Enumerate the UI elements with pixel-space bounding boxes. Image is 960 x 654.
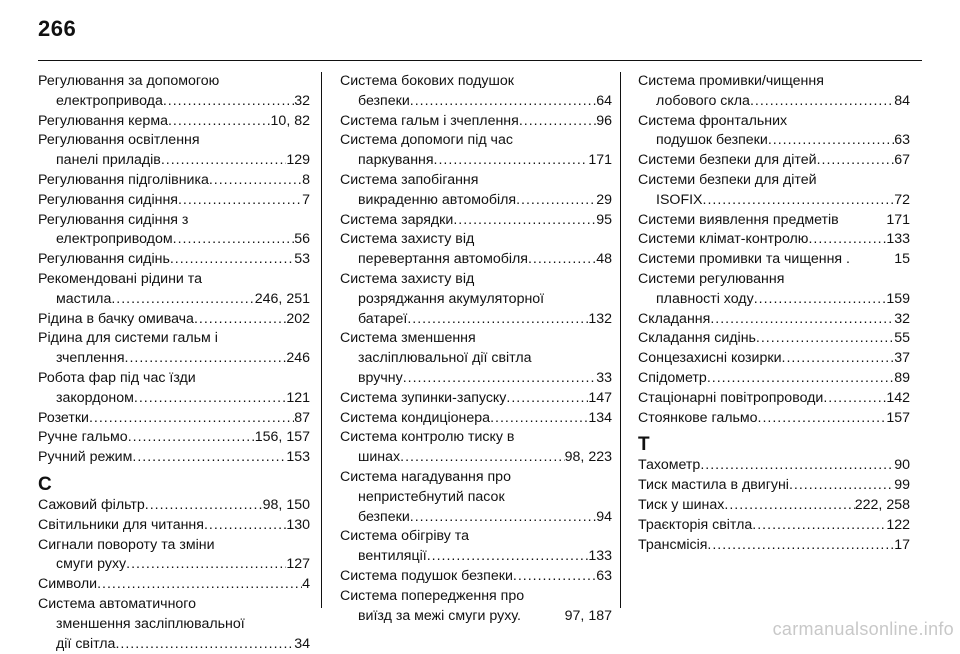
index-page-ref: 29: [596, 191, 612, 208]
index-page-ref: 156, 157: [254, 429, 310, 446]
index-entry: [38, 575, 310, 595]
index-entry: [638, 409, 910, 429]
index-entry-text: безпеки: [358, 508, 410, 525]
index-entry: [38, 369, 310, 409]
index-entry-text: Регулювання сидіння: [38, 191, 178, 208]
index-entry: [638, 369, 910, 389]
index-entry-text: Світильники для читання: [38, 516, 204, 533]
index-entry: [38, 310, 310, 330]
index-page-ref: 157: [886, 409, 910, 426]
index-entry-text: вентиляції: [358, 548, 427, 565]
index-entry-text: Система контролю тиску в: [340, 429, 515, 446]
index-entry: [340, 171, 612, 211]
index-page-ref: 63: [894, 132, 910, 149]
index-entry-text: смуги руху: [56, 556, 127, 573]
index-page-ref: 121: [286, 389, 310, 406]
index-page-ref: 15: [894, 251, 910, 268]
index-entry-text: непристебнутий пасок: [358, 488, 505, 505]
index-page-ref: 90: [894, 457, 910, 474]
index-entry-text: Тиск мастила в двигуні: [638, 477, 789, 494]
dot-leader: [707, 536, 894, 556]
index-entry-text: Системи промивки та чищення .: [638, 251, 850, 268]
index-page-ref: 7: [302, 191, 310, 208]
index-entry: [38, 448, 310, 468]
index-entry: [340, 211, 612, 231]
header-rule: [38, 60, 922, 61]
index-page-ref: 246, 251: [254, 290, 310, 307]
column-divider: [620, 72, 621, 608]
index-entry: [38, 496, 310, 516]
index-letter-heading: Т: [638, 434, 650, 456]
index-entry-text: Регулювання сидінь: [38, 251, 170, 268]
index-entry: [638, 456, 910, 476]
dot-leader: [204, 516, 286, 536]
page-number: 266: [38, 16, 77, 41]
index-entry: [38, 131, 310, 171]
index-column-2: [340, 72, 612, 626]
index-entry-text: подушок безпеки: [656, 132, 768, 149]
index-entry: [638, 496, 910, 516]
index-entry-text: Системи безпеки для дітей: [638, 171, 817, 188]
index-page-ref: 55: [894, 330, 910, 347]
dot-leader: [434, 151, 589, 171]
index-entry: [638, 536, 910, 556]
index-page-ref: 99: [894, 477, 910, 494]
index-page-ref: 34: [294, 635, 310, 652]
index-entry-text: засліплювальної дії світла: [358, 350, 532, 367]
index-entry: [38, 250, 310, 270]
index-entry: [340, 428, 612, 468]
index-entry-text: Регулювання керма: [38, 112, 168, 129]
index-entry: [38, 409, 310, 429]
dot-leader: [808, 230, 886, 250]
index-entry: [340, 389, 612, 409]
index-entry-text: Системи клімат-контролю: [638, 231, 809, 248]
index-page-ref: 132: [588, 310, 612, 327]
index-entry-text: Рекомендовані рідини та: [38, 270, 203, 287]
index-page-ref: 72: [894, 191, 910, 208]
index-page-ref: 130: [286, 516, 310, 533]
dot-leader: [768, 131, 894, 151]
index-page-ref: 84: [894, 92, 910, 109]
index-page-ref: 33: [596, 369, 612, 386]
column-divider: [321, 72, 322, 608]
index-entry-text: Сажовий фільтр: [38, 496, 145, 513]
dot-leader: [410, 508, 596, 528]
index-page-ref: 129: [286, 152, 310, 169]
index-entry: [638, 349, 910, 369]
dot-leader: [115, 635, 294, 654]
index-entry-text: Система зарядки: [340, 211, 454, 228]
index-entry-text: Складання сидінь: [638, 330, 756, 347]
index-page-ref: 87: [294, 409, 310, 426]
index-page-ref: 98, 150: [262, 496, 310, 513]
index-entry-text: Система зупинки-запуску: [340, 389, 507, 406]
index-column-1: [38, 72, 310, 654]
index-entry-text: Рідина в бачку омивача: [38, 310, 194, 327]
dot-leader: [516, 191, 596, 211]
index-entry-text: перевертання автомобіля: [358, 251, 528, 268]
dot-leader: [453, 211, 596, 231]
dot-leader: [125, 349, 287, 369]
dot-leader: [178, 191, 302, 211]
index-entry-text: Система кондиціонера: [340, 409, 491, 426]
index-entry-text: виїзд за межі смуги руху.: [358, 607, 521, 624]
dot-leader: [161, 151, 286, 171]
index-entry: [38, 112, 310, 132]
index-entry-text: Регулювання освітлення: [38, 132, 200, 149]
index-entry-text: Стаціонарні повітропроводи: [638, 389, 824, 406]
index-entry-text: Система подушок безпеки: [340, 567, 513, 584]
index-page-ref: 63: [596, 567, 612, 584]
dot-leader: [700, 456, 894, 476]
index-entry: [638, 230, 910, 250]
index-page-ref: 98, 223: [564, 449, 612, 466]
dot-leader: [145, 496, 263, 516]
dot-leader: [134, 389, 286, 409]
index-page-ref: 67: [894, 152, 910, 169]
index-entry: [638, 250, 910, 270]
index-entry-text: Система фронтальних: [638, 112, 788, 129]
index-page-ref: 95: [596, 211, 612, 228]
index-entry: [638, 516, 910, 536]
dot-leader: [97, 575, 302, 595]
index-entry-text: Система обігріву та: [340, 528, 469, 545]
index-page-ref: 147: [588, 389, 612, 406]
index-entry-text: розряджання акумуляторної: [358, 290, 545, 307]
index-entry-text: панелі приладів: [56, 152, 161, 169]
index-entry-text: Регулювання підголівника: [38, 171, 209, 188]
index-entry: [340, 527, 612, 567]
dot-leader: [752, 516, 886, 536]
index-entry: [638, 389, 910, 409]
index-page-ref: 37: [894, 350, 910, 367]
index-entry-text: зчеплення: [56, 350, 125, 367]
index-entry: [340, 587, 612, 627]
index-page-ref: 171: [588, 152, 612, 169]
index-entry-text: електроприводом: [56, 231, 173, 248]
dot-leader: [754, 290, 887, 310]
dot-leader: [756, 329, 894, 349]
index-entry-text: викраденню автомобіля: [358, 191, 517, 208]
index-entry-text: лобового скла: [656, 92, 750, 109]
index-page-ref: 159: [886, 290, 910, 307]
dot-leader: [400, 448, 565, 468]
index-entry-text: Сигнали повороту та зміни: [38, 536, 215, 553]
index-page-ref: 127: [286, 556, 310, 573]
index-entry-text: Системи виявлення предметів: [638, 211, 839, 228]
index-entry-text: Система захисту від: [340, 231, 475, 248]
index-entry: [38, 72, 310, 112]
index-page-ref: 202: [286, 310, 310, 327]
watermark: carmanualsonline.info: [772, 619, 954, 639]
index-entry: [38, 270, 310, 310]
index-entry: [38, 595, 310, 654]
dot-leader: [410, 92, 596, 112]
index-entry: [340, 72, 612, 112]
dot-leader: [407, 310, 588, 330]
dot-leader: [750, 92, 894, 112]
index-page-ref: 246: [286, 350, 310, 367]
index-page-ref: 48: [596, 251, 612, 268]
index-page-ref: 32: [294, 92, 310, 109]
dot-leader: [506, 389, 588, 409]
index-entry-text: Тахометр: [638, 457, 701, 474]
index-entry-text: паркування: [358, 152, 434, 169]
index-entry-text: Системи безпеки для дітей: [638, 152, 817, 169]
dot-leader: [126, 555, 286, 575]
dot-leader: [513, 567, 596, 587]
index-page-ref: 4: [302, 576, 310, 593]
index-page-ref: 32: [894, 310, 910, 327]
index-entry-text: безпеки: [358, 92, 410, 109]
index-entry: [340, 270, 612, 329]
dot-leader: [707, 369, 894, 389]
index-entry-text: батареї: [358, 310, 408, 327]
index-entry-text: Стоянкове гальмо: [638, 409, 758, 426]
index-page-ref: 133: [588, 548, 612, 565]
dot-leader: [710, 310, 894, 330]
index-entry-text: Ручний режим: [38, 449, 133, 466]
dot-leader: [403, 369, 597, 389]
index-entry-text: Система захисту від: [340, 270, 475, 287]
index-page-ref: 142: [886, 389, 910, 406]
index-entry: [340, 112, 612, 132]
index-entry: [638, 270, 910, 310]
index-entry: [340, 131, 612, 171]
index-entry-text: Система зменшення: [340, 330, 476, 347]
index-entry-text: вручну: [358, 369, 403, 386]
index-entry-text: мастила: [56, 290, 112, 307]
index-page-ref: 8: [302, 171, 310, 188]
index-entry-text: Система нагадування про: [340, 468, 511, 485]
dot-leader: [128, 428, 255, 448]
dot-leader: [89, 409, 294, 429]
index-entry: [638, 72, 910, 112]
index-entry-text: Трансмісія: [638, 536, 708, 553]
index-entry: [638, 211, 910, 231]
dot-leader: [111, 290, 254, 310]
dot-leader: [170, 250, 294, 270]
index-entry: [38, 211, 310, 251]
index-letter-heading: С: [38, 473, 52, 495]
index-entry-text: Система допомоги під час: [340, 132, 513, 149]
dot-leader: [724, 496, 854, 516]
index-entry-text: Система автоматичного: [38, 595, 197, 612]
index-entry-text: Регулювання за допомогою: [38, 73, 220, 89]
dot-leader: [817, 151, 895, 171]
index-entry: [638, 171, 910, 211]
dot-leader: [703, 191, 895, 211]
index-entry: [638, 112, 910, 152]
index-entry: [340, 409, 612, 429]
index-entry-text: Система гальм і зчеплення: [340, 112, 519, 129]
index-entry: [638, 329, 910, 349]
index-entry-text: закордоном: [56, 389, 134, 406]
dot-leader: [173, 230, 295, 250]
dot-leader: [209, 171, 302, 191]
index-entry-text: плавності ходу: [656, 290, 754, 307]
index-entry-text: Системи регулювання: [638, 270, 785, 287]
index-entry-text: Система попередження про: [340, 587, 525, 604]
index-page-ref: 64: [596, 92, 612, 109]
dot-leader: [490, 409, 588, 429]
index-page-ref: 171: [886, 211, 910, 228]
dot-leader: [823, 389, 886, 409]
dot-leader: [528, 250, 596, 270]
index-entry-text: Система бокових подушок: [340, 73, 514, 89]
index-entry: [38, 171, 310, 191]
index-page-ref: 133: [886, 231, 910, 248]
index-entry: [340, 329, 612, 388]
index-entry-text: Розетки: [38, 409, 89, 426]
index-entry-text: Сонцезахисні козирки: [638, 350, 782, 367]
index-entry-text: Робота фар під час їзди: [38, 369, 196, 386]
index-entry-text: зменшення засліплювальної: [56, 615, 245, 632]
index-page-ref: 122: [886, 516, 910, 533]
index-entry: [340, 468, 612, 527]
index-entry: [340, 567, 612, 587]
index-entry-text: Траєкторія світла: [638, 516, 753, 533]
index-entry-text: Система запобігання: [340, 171, 479, 188]
index-entry-text: Система промивки/чищення: [638, 73, 824, 89]
index-entry: [638, 151, 910, 171]
dot-leader: [758, 409, 887, 429]
index-entry: [638, 476, 910, 496]
index-entry-text: ISOFIX: [656, 191, 703, 208]
index-entry-text: Регулювання сидіння з: [38, 211, 189, 228]
index-entry-text: шинах: [358, 449, 401, 466]
index-entry-text: Спідометр: [638, 369, 707, 386]
index-column-3: [638, 72, 910, 555]
index-entry: [38, 329, 310, 369]
dot-leader: [789, 476, 894, 496]
index-page-ref: 97, 187: [564, 607, 612, 624]
index-entry: [38, 428, 310, 448]
index-entry-text: Рідина для системи гальм і: [38, 330, 218, 347]
index-entry: [638, 310, 910, 330]
index-entry-text: Складання: [638, 310, 711, 327]
dot-leader: [782, 349, 895, 369]
index-page-ref: 222, 258: [854, 496, 910, 513]
dot-leader: [163, 92, 294, 112]
index-page-ref: 17: [894, 536, 910, 553]
dot-leader: [427, 547, 589, 567]
index-page-ref: 134: [588, 409, 612, 426]
index-entry-text: дії світла: [56, 635, 116, 652]
index-entry: [38, 191, 310, 211]
index-page-ref: 153: [286, 449, 310, 466]
index-entry-text: Символи: [38, 576, 98, 593]
dot-leader: [519, 112, 596, 132]
index-page-ref: 53: [294, 251, 310, 268]
index-page-ref: 56: [294, 231, 310, 248]
index-entry: [340, 230, 612, 270]
dot-leader: [168, 112, 271, 132]
index-page-ref: 10, 82: [270, 112, 310, 129]
dot-leader: [132, 448, 286, 468]
index-entry-text: електропривода: [56, 92, 163, 109]
index-page-ref: 94: [596, 508, 612, 525]
index-entry: [38, 516, 310, 536]
index-page-ref: 96: [596, 112, 612, 129]
index-entry-text: Тиск у шинах: [638, 496, 725, 513]
dot-leader: [194, 310, 286, 330]
index-page-ref: 89: [894, 369, 910, 386]
index-entry-text: Ручне гальмо: [38, 429, 128, 446]
index-entry: [38, 536, 310, 576]
